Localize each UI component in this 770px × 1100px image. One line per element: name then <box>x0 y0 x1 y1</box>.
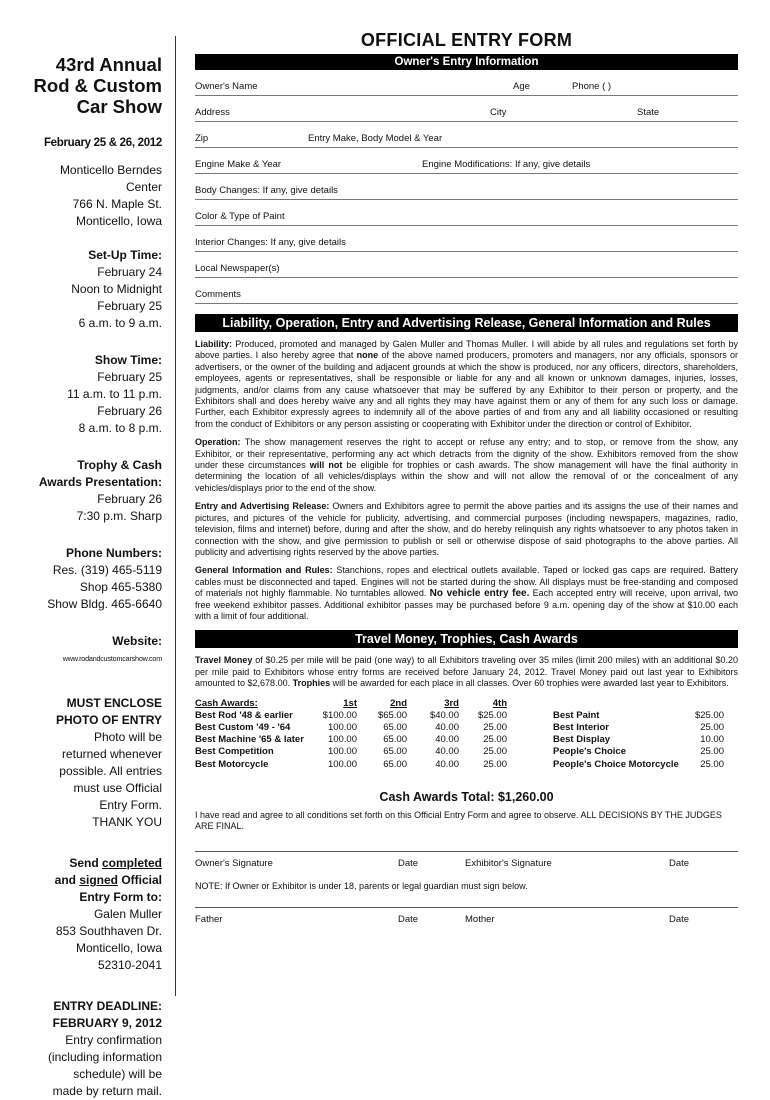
owner-exhibitor-signature-row[interactable] <box>195 851 738 871</box>
special-awards-column: Best Paint Best Interior Best Display People's Choice People's Choice Motorcycle <box>553 709 679 770</box>
entry-deadline: ENTRY DEADLINE: FEBRUARY 9, 2012 Entry confirmation (including information schedule) will be made by return mail. <box>47 999 162 1098</box>
guardian-signature-row[interactable] <box>195 907 738 927</box>
city-label: City <box>490 107 507 118</box>
show-time: Show Time: February 25 11 a.m. to 11 p.m. February 26 8 a.m. to 8 p.m. <box>67 353 162 435</box>
second-place-column: 2nd $65.00 65.00 65.00 65.00 65.00 <box>377 697 407 770</box>
paint-label: Color & Type of Paint <box>195 211 285 222</box>
special-amounts-column: $25.00 25.00 10.00 25.00 25.00 <box>694 709 724 770</box>
zip-row[interactable] <box>195 122 738 148</box>
owner-signature-label: Owner's Signature <box>195 857 273 869</box>
phone-numbers: Phone Numbers: Res. (319) 465-5119 Shop 465-5380 Show Bldg. 465-6640 <box>47 546 162 611</box>
paint-row[interactable] <box>195 200 738 226</box>
website-link[interactable]: www.rodandcustomcarshow.com <box>62 654 162 663</box>
age-label: Age <box>513 81 530 92</box>
owner-info-header: Owner's Entry Information <box>195 54 738 70</box>
mailing-address: Galen Muller 853 Southhaven Dr. Monticello, Iowa 52310-2041 <box>55 907 162 972</box>
event-sidebar <box>30 40 162 1100</box>
newspaper-label: Local Newspaper(s) <box>195 263 280 274</box>
comments-label: Comments <box>195 289 241 300</box>
column-divider <box>175 36 176 996</box>
fourth-place-column: 4th $25.00 25.00 25.00 25.00 25.00 <box>477 697 507 770</box>
enclose-photo-note: MUST ENCLOSE PHOTO OF ENTRY Photo will be returned whenever possible. All entries must use Official Entry Form. THANK YOU <box>55 696 162 829</box>
state-label: State <box>637 107 660 118</box>
operation-paragraph: Operation: The show management reserves the right to accept or refuse any entry; and to stop, or remove from the show, any Exhibitor, or their representative, performing any act which detracts from the dignity of the show. Exhibitors removed from the show under these circumstances will not be eligible for trophies or cash awards. The show management will have the final authority in determining the location of all vehicles/displays within the show and will not allow the removal of or the concealment of any vehicles/displays prior to the end of the show. <box>195 437 738 493</box>
zip-label: Zip <box>195 133 209 144</box>
form-title: OFFICIAL ENTRY FORM <box>360 30 573 50</box>
engine-row[interactable] <box>195 148 738 174</box>
travel-header: Travel Money, Trophies, Cash Awards <box>195 630 738 648</box>
date-label: Date <box>398 913 419 925</box>
entry-make-label: Entry Make, Body Model & Year <box>308 133 443 144</box>
date-label: Date <box>669 913 690 925</box>
exhibitor-signature-label: Exhibitor's Signature <box>465 857 552 869</box>
liability-paragraph: Liability: Produced, promoted and managed by Galen Muller and Thomas Muller. I will abide by all rules and regulations set forth by above parties. I also hereby agree that none of the above named producers, promoters and managers, nor any officials, sponsors or advertisers, or the owner of the building and adjacent grounds at which the show is produced, nor any officers, directors, shareholders, employees, agents or representatives, shall be responsible or liable for any and all known or unknown damages, injuries, losses, judgments, and/or claims from any cause whatsoever that may be suffered by any Exhibitor to their person or property, and the Exhibitors shall and does hereby waive any and all rights they may have against them or any of them for any such loss or damage. Further, each Exhibitor expressly agrees to indemnify all of the above parties of and from any and all liability occasioned or resulting from the conduct of Exhibitors or any person assisting or cooperating with Exhibitor under the direction or control of Exhibitor. <box>195 339 738 429</box>
general-rules-paragraph: General Information and Rules: Stanchions, ropes and electrical outlets available. Taped or locked gas caps are required. Battery cables must be disconnected and taped. Engines will not be started during the show. All displays must be free-standing and composed of materials not highly flammable. No turntables allowed. No vehicle entry fee. Each accepted entry will receive, upon arrival, two free weekend exhibitor passes. Additional exhibitor passes may be purchased before 9 a.m. opening day of the show at $10.00 each with a limit of four additional. <box>195 565 738 621</box>
father-signature-label: Father <box>195 913 223 925</box>
liability-header: Liability, Operation, Entry and Advertising Release, General Information and Rules <box>195 314 738 332</box>
first-place-column: 1st $100.00 100.00 100.00 100.00 100.00 <box>322 697 357 770</box>
engine-make-label: Engine Make & Year <box>195 159 282 170</box>
website-info: Website: www.rodandcustomcarshow.com <box>30 633 162 667</box>
cash-awards-total: Cash Awards Total: $1,260.00 <box>379 789 554 804</box>
phone-label: Phone ( ) <box>572 81 612 92</box>
date-label: Date <box>669 857 690 869</box>
engine-mods-label: Engine Modifications: If any, give details <box>422 159 591 170</box>
event-dates: February 25 & 26, 2012 <box>43 137 162 149</box>
entry-form <box>195 30 738 927</box>
owner-fields <box>195 70 738 304</box>
cash-awards-table <box>195 698 738 786</box>
minor-note: NOTE: If Owner or Exhibitor is under 18, parents or legal guardian must sign below. <box>195 880 528 891</box>
owner-name-row[interactable] <box>195 70 738 96</box>
mother-signature-label: Mother <box>465 913 495 925</box>
trophy-presentation: Trophy & Cash Awards Presentation: February 26 7:30 p.m. Sharp <box>38 458 162 523</box>
date-label: Date <box>398 857 419 869</box>
comments-row[interactable] <box>195 278 738 304</box>
agreement-text: I have read and agree to all conditions set forth on this Official Entry Form and agree to observe. ALL DECISIONS BY THE JUDGES ARE FINAL. <box>195 809 722 831</box>
body-changes-row[interactable] <box>195 174 738 200</box>
event-title: 43rd Annual Rod & Custom Car Show <box>33 54 162 117</box>
award-class-column: Cash Awards: Best Rod '48 & earlier Best Custom '49 - '64 Best Machine '65 & later Best Competition Best Motorcycle <box>195 697 304 770</box>
event-location: Monticello Berndes Center 766 N. Maple St. Monticello, Iowa <box>59 163 162 228</box>
third-place-column: 3rd $40.00 40.00 40.00 40.00 40.00 <box>429 697 459 770</box>
interior-label: Interior Changes: If any, give details <box>195 237 346 248</box>
travel-paragraph: Travel Money of $0.25 per mile will be paid (one way) to all Exhibitors traveling over 35 miles (limit 200 miles) with an additional $0.20 per mile paid to Exhibitors whose entry forms are received before January 24, 2012. Travel Money paid out last year to Exhibitors amounted to $2,678.00. Trophies will be awarded for each place in all classes. Over 60 trophies were awarded last year to Exhibitors. <box>195 655 738 689</box>
interior-row[interactable] <box>195 226 738 252</box>
owner-name-label: Owner's Name <box>195 81 258 92</box>
setup-time: Set-Up Time: February 24 Noon to Midnight February 25 6 a.m. to 9 a.m. <box>71 248 162 330</box>
newspaper-row[interactable] <box>195 252 738 278</box>
body-changes-label: Body Changes: If any, give details <box>195 185 338 196</box>
address-label: Address <box>195 107 230 118</box>
entry-release-paragraph: Entry and Advertising Release: Owners and Exhibitors agree to permit the above parties and its assigns the use of their names and pictures, and pictures of the vehicle for publicity, advertising, and commercial purposes (including newspapers, magazines, radio, television, films and internet) before, during and after the show, and do hereby relinquish any rights whatsoever to any photos taken in connection with the show, and give permission to publish or sell or otherwise dispose of said photographs to the above parties. All publicity and advertising rights reserved by the above parties. <box>195 501 738 557</box>
mailing-instructions: Send completed and signed Official Entry Form to: Galen Muller 853 Southhaven Dr. Monticello, Iowa 52310-2041 <box>30 855 162 974</box>
address-row[interactable] <box>195 96 738 122</box>
